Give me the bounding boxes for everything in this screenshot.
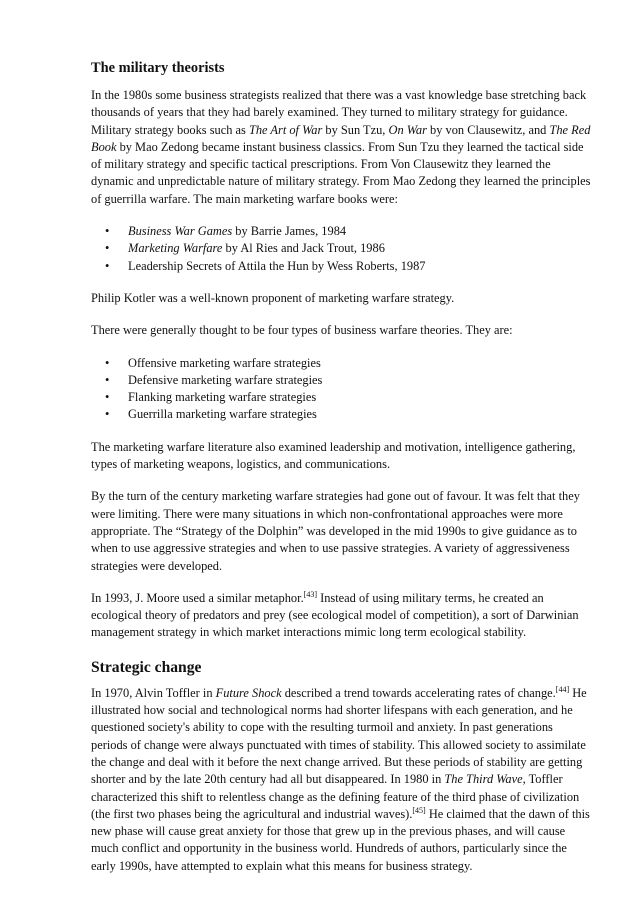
citation-ref-45[interactable]: [45] — [412, 805, 426, 815]
text-run: by Mao Zedong became instant business classics. From Sun Tzu they learned the tactical side of military strategy and specific tactical prescriptions. From Von Clausewitz they learned the dynamic and unpredictable nature of military strategy. From Mao Zedong they learned the principles of guerrilla warfare. The main marketing warfare books were: — [91, 139, 591, 206]
citation-ref-43[interactable]: [43] — [303, 589, 317, 599]
list-item: • Offensive marketing warfare strategies — [128, 355, 591, 372]
warfare-types-list — [91, 355, 591, 424]
book-title-future-shock: Future Shock — [215, 685, 282, 700]
paragraph-literature: The marketing warfare literature also examined leadership and motivation, intelligence gathering, types of marketing weapons, logistics, and communications. — [91, 439, 576, 472]
text-run: by von Clausewitz, and — [426, 122, 550, 137]
list-item — [128, 240, 591, 257]
paragraph-out-of-favour: By the turn of the century marketing warfare strategies had gone out of favour. It was felt that they were limiting. There were many situations in which non-confrontational approaches were more appropriate. The “Strategy of the Dolphin” was developed in the mid 1990s to give guidance as to when to use aggressive strategies and when to use passive strategies. A variety of aggressiveness strategies were developed. — [91, 489, 580, 573]
section-heading-military-theorists: The military theorists — [91, 60, 225, 76]
document-page — [91, 58, 591, 890]
book-details: by Al Ries and Jack Trout, 1986 — [222, 241, 385, 256]
list-item — [128, 258, 591, 275]
list-item — [128, 223, 591, 240]
book-title-third-wave: The Third Wave — [444, 772, 523, 787]
paragraph-four-types: There were generally thought to be four types of business warfare theories. They are: — [91, 323, 513, 338]
book-title: Marketing Warfare — [128, 241, 223, 256]
section-heading-strategic-change: Strategic change — [91, 658, 202, 676]
paragraph-toffler — [91, 685, 591, 875]
paragraph-moore — [91, 590, 591, 642]
text-run: He illustrated how social and technological norms had shorter lifespans with each generation, and he questioned society's ability to cope with the resulting turmoil and anxiety. In past generations periods of change were always punctuated with times of stability. This allowed society to assimilate the change and deal with it before the next change arrived. But these periods of stability are getting shorter and by the late 20th century had all but disappeared. In 1980 in — [91, 685, 587, 787]
text-run: He claimed that the dawn of this new phase will cause great anxiety for those that grew up in the previous phases, and will cause much conflict and opportunity in the business world. Hundreds of authors, particularly since the early 1990s, have attempted to explain what this means for business strategy. — [91, 806, 590, 873]
list-item: • Flanking marketing warfare strategies — [128, 389, 591, 406]
text-run: In the 1980s some business strategists realized that there was a vast knowledge base stretching back thousands of years that they had barely examined. They turned to military strategy for guidance. Military strategy books such as — [91, 88, 587, 137]
list-item: • Guerrilla marketing warfare strategies — [128, 406, 591, 423]
citation-ref-44[interactable]: [44] — [555, 684, 570, 694]
book-title-on-war: On War — [388, 122, 427, 137]
text-run: Instead of using military terms, he created an ecological theory of predators and prey (see ecological model of competition), a sort of Darwinian management strategy in which market interactions mimic long term ecological stability. — [91, 590, 579, 640]
text-run: In 1970, Alvin Toffler in — [91, 685, 216, 700]
book-title: Business War Games — [128, 224, 233, 239]
paragraph-kotler: Philip Kotler was a well-known proponent of marketing warfare strategy. — [91, 290, 455, 305]
book-details: by Barrie James, 1984 — [232, 224, 347, 239]
book-details: Leadership Secrets of Attila the Hun by Wess Roberts, 1987 — [128, 258, 426, 273]
text-run: described a trend towards accelerating rates of change. — [281, 685, 556, 700]
list-item: • Defensive marketing warfare strategies — [128, 372, 591, 389]
marketing-warfare-books-list — [91, 223, 591, 275]
text-run: , Toffler characterized this shift to relentless change as the defining feature of the third phase of civilization (the first two phases being the agricultural and industrial waves). — [91, 772, 580, 821]
paragraph-military-intro — [91, 87, 591, 208]
text-run: In 1993, J. Moore used a similar metaphor. — [91, 590, 304, 605]
book-title-red-book: The Red Book — [91, 122, 591, 154]
text-run: by Sun Tzu, — [322, 122, 389, 137]
book-title-art-of-war: The Art of War — [248, 122, 323, 137]
